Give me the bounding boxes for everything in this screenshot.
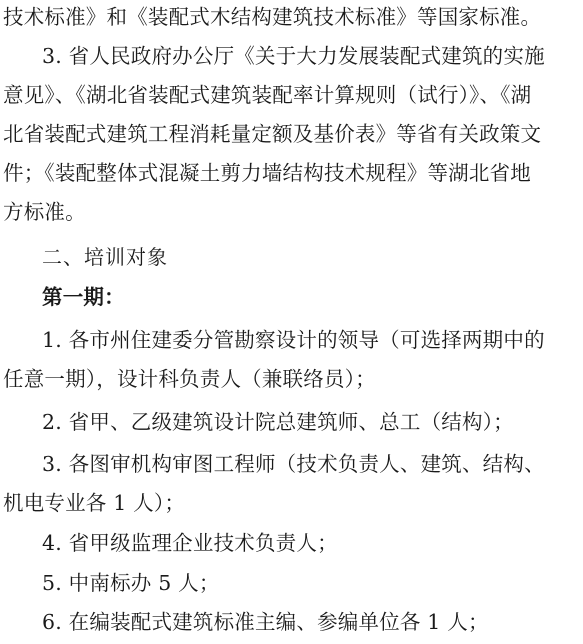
list-item-3-line-2: 意见》、《湖北省装配式建筑装配率计算规则（试行）》、《湖 [3,83,532,107]
target-item-2: 2. 省甲、乙级建筑设计院总建筑师、总工（结构）； [42,410,514,434]
target-item-1-line-2: 任意一期），设计科负责人（兼联络员）； [3,367,376,391]
list-item-3-line-4: 件；《装配整体式混凝土剪力墙结构技术规程》等湖北省地 [3,161,531,185]
target-item-4: 4. 省甲级监理企业技术负责人； [42,531,338,555]
target-item-3-line-2: 机电专业各 1 人）； [3,491,186,515]
target-item-1: 1. 各市州住建委分管勘察设计的领导（可选择两期中的 [42,328,545,352]
paragraph-line-standards-continuation: 技术标准》和《装配式木结构建筑技术标准》等国家标准。 [3,5,542,29]
section-heading-training-targets: 二、培训对象 [42,245,168,269]
list-item-3-line-5: 方标准。 [3,200,86,224]
list-item-3-line-3: 北省装配式建筑工程消耗量定额及基价表》等省有关政策文 [3,122,542,146]
target-item-6: 6. 在编装配式建筑标准主编、参编单位各 1 人； [42,610,489,634]
list-item-3-policy-docs: 3. 省人民政府办公厅《关于大力发展装配式建筑的实施 [42,44,545,68]
subheading-first-session: 第一期： [42,285,125,309]
target-item-5: 5. 中南标办 5 人； [42,571,220,595]
target-item-3: 3. 各图审机构审图工程师（技术负责人、建筑、结构、 [42,452,545,476]
